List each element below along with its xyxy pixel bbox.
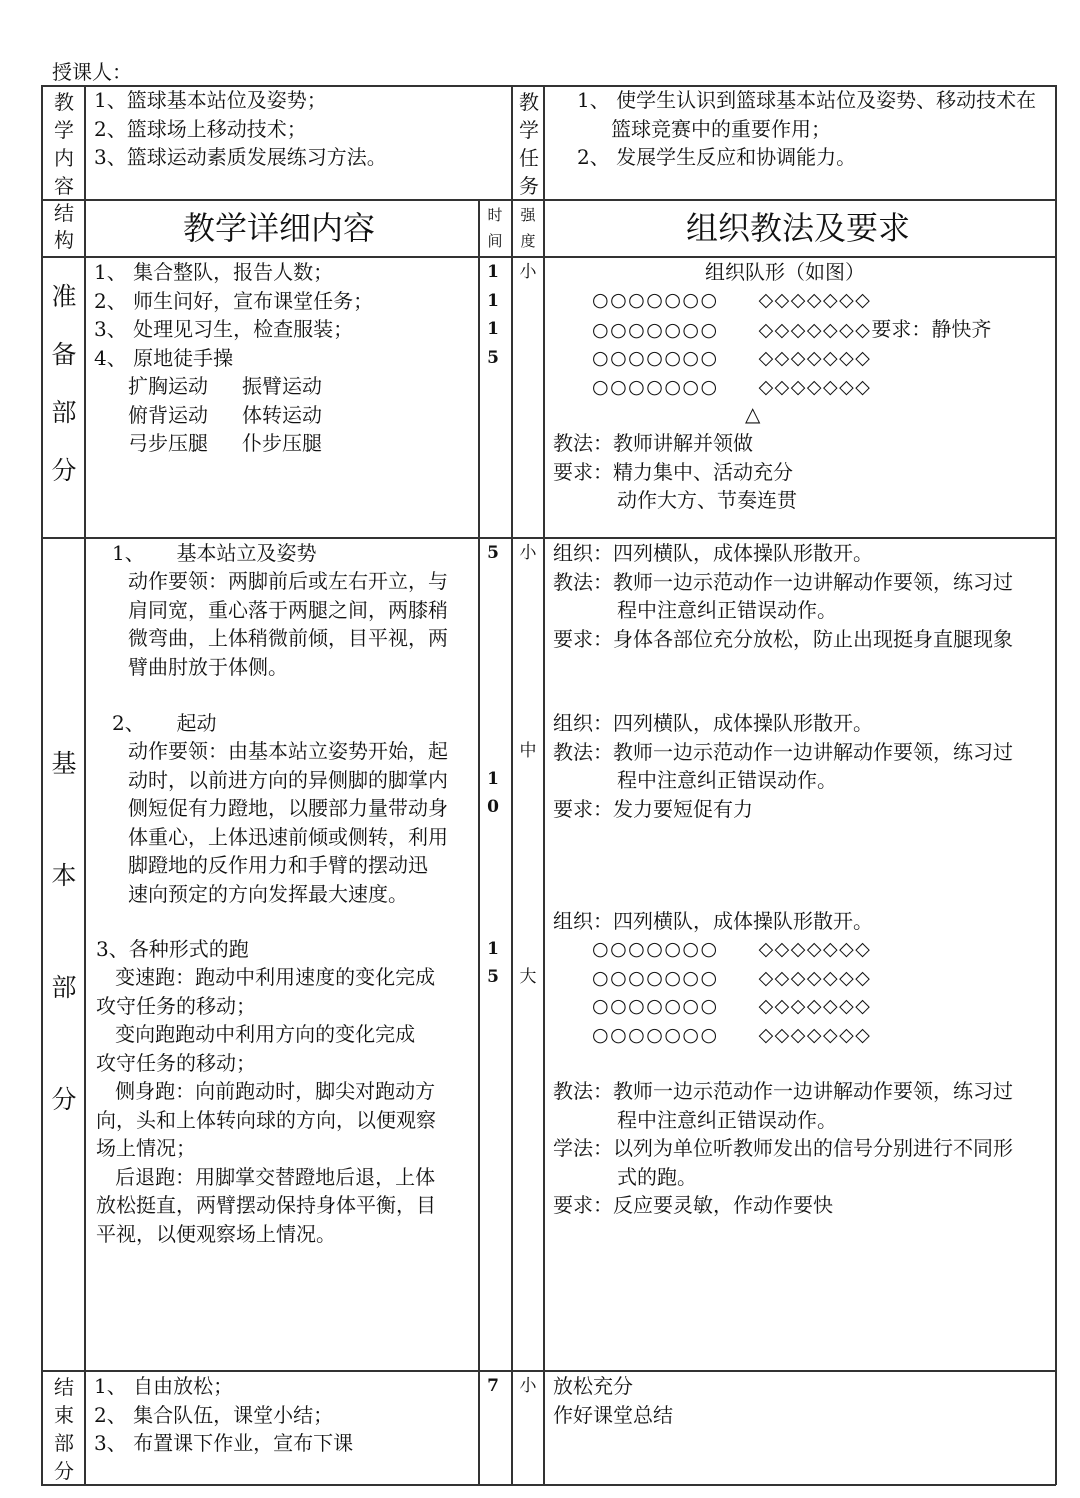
formation-requirement: 要求：静快齐 <box>871 316 992 341</box>
prep-intensity: 小 <box>519 262 537 282</box>
section-3-title: 3、各种形式的跑 <box>96 937 249 961</box>
list-item: 2、 集合队伍，课堂小结； <box>94 1402 334 1427</box>
section-2-title: 2、 起动 <box>112 711 217 735</box>
method-block-1: 组织：四列横队，成体操队形散开。 教法：教师一边示范动作一边讲解动作要领，练习过 程中注意纠正错误动作。 要求：身体各部位充分放松，防止出现挺身直腿现象 <box>553 541 1013 651</box>
section-2-body: 动作要领：由基本站立姿势开始，起 动时，以前进方向的异侧脚的脚掌内 侧短促有力蹬地，以腰部力量带动身 体重心，上体迅速前倾或侧转，利用 脚蹬地的反作用力和手臂的摆动迅 速向预定的方向发挥最大速度。 <box>128 739 448 906</box>
end-items <box>94 1372 353 1458</box>
list-item: 4、 原地徒手操 <box>94 345 234 370</box>
basic-intensity-3: 大 <box>519 967 537 987</box>
prep-time: 1 1 1 5 <box>487 262 499 368</box>
detail-header: 教学详细内容 <box>183 209 376 247</box>
prep-method: 教法：教师讲解并领做 要求：精力集中、活动充分 动作大方、节奏连贯 <box>553 431 797 512</box>
list-item: 1、篮球基本站位及姿势； <box>94 88 327 112</box>
prep-exercises: 扩胸运动 振臂运动 俯背运动 体转运动 弓步压腿 仆步压腿 <box>128 374 322 455</box>
method-header: 组织教法及要求 <box>686 209 911 247</box>
basic-time-2b: 0 <box>487 797 499 817</box>
formation-title: 组织队形（如图） <box>705 260 865 284</box>
method-block-3-title: 组织：四列横队，成体操队形散开。 <box>553 909 873 933</box>
formation-diagram-2: ○○○○○○○ ◇◇◇◇◇◇◇ ○○○○○○○ ◇◇◇◇◇◇◇ ○○○○○○○ ◇◇◇◇◇◇◇ ○○○○○○○ ◇◇◇◇◇◇◇ <box>592 938 872 1046</box>
basic-intensity-2: 中 <box>519 741 537 761</box>
basic-time-1: 5 <box>487 543 499 563</box>
list-item: 1、 集合整队，报告人数； <box>94 260 334 284</box>
prep-label: 准 备 部 分 <box>51 282 77 485</box>
method-block-2: 组织：四列横队，成体操队形散开。 教法：教师一边示范动作一边讲解动作要领，练习过 程中注意纠正错误动作。 要求：发力要短促有力 <box>553 711 1013 821</box>
end-method: 放松充分 作好课堂总结 <box>553 1374 673 1427</box>
basic-time-3b: 5 <box>487 967 499 987</box>
section-1-title: 1、 基本站立及姿势 <box>112 541 317 565</box>
prep-items <box>94 258 373 372</box>
formation-diagram: ○○○○○○○ ◇◇◇◇◇◇◇ ○○○○○○○ ◇◇◇◇◇◇◇要求：静快齐 ○○○○○○○ ◇◇◇◇◇◇◇ ○○○○○○○ ◇◇◇◇◇◇◇ <box>592 289 992 398</box>
end-time: 7 <box>487 1376 499 1396</box>
list-item: 3、篮球运动素质发展练习方法。 <box>94 145 387 169</box>
content-label: 教 学 内 容 <box>54 90 74 198</box>
list-item: 2、 师生问好，宣布课堂任务； <box>94 288 374 313</box>
basic-time-2a: 1 <box>487 769 499 789</box>
teacher-label: 授课人： <box>52 60 132 84</box>
structure-header: 结 构 <box>54 201 74 252</box>
list-item: 1、 自由放松； <box>94 1374 234 1398</box>
section-1-body: 动作要领：两脚前后或左右开立，与 肩同宽，重心落于两腿之间，两膝稍 微弯曲，上体稍微前倾，目平视，两 臂曲肘放于体侧。 <box>128 569 448 679</box>
task-lines: 1、 使学生认识到篮球基本站位及姿势、移动技术在 篮球竞赛中的重要作用； 2、 发展学生反应和协调能力。 <box>577 88 1037 169</box>
basic-time-3a: 1 <box>487 939 499 959</box>
list-item: 3、 处理见习生，检查服装； <box>94 317 354 341</box>
end-intensity: 小 <box>519 1376 537 1396</box>
basic-intensity-1: 小 <box>519 543 537 563</box>
section-3-body: 变速跑：跑动中利用速度的变化完成 攻守任务的移动； 变向跑跑动中利用方向的变化完成 攻守任务的移动； 侧身跑：向前跑动时，脚尖对跑动方 向，头和上体转向球的方向，以便观察 场上情况； 后退跑：用脚掌交替蹬地后退，上体 放松挺直，两臂摆动保持身体平衡，目 平视，以便观察场上情况。 <box>96 965 436 1246</box>
end-label: 结 束 部 分 <box>54 1375 74 1483</box>
time-header: 时 间 <box>487 206 503 250</box>
intensity-header: 强 度 <box>520 206 536 250</box>
content-items <box>94 86 387 172</box>
list-item: 3、 布置课下作业，宣布下课 <box>94 1431 354 1455</box>
list-item: 2、篮球场上移动技术； <box>94 116 307 141</box>
teacher-triangle-icon: △ <box>745 402 761 426</box>
basic-label: 基 本 部 分 <box>51 749 77 1114</box>
method-block-3: 教法：教师一边示范动作一边讲解动作要领，练习过 程中注意纠正错误动作。 学法：以列为单位听教师发出的信号分别进行不同形 式的跑。 要求：反应要灵敏，作动作要快 <box>553 1079 1013 1217</box>
task-label: 教 学 任 务 <box>519 90 539 198</box>
